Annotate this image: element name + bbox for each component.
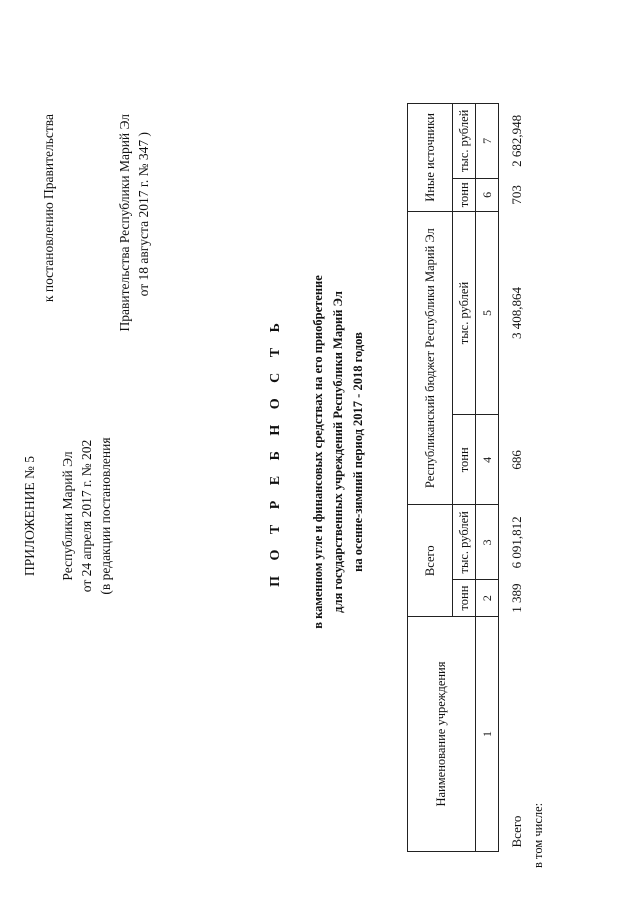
column-group-other: Иные источники (408, 104, 453, 212)
column-number: 5 (476, 211, 499, 414)
subtitle-line: в каменном угле и финансовых средствах на его приобретение (311, 275, 325, 629)
column-number: 7 (476, 104, 499, 179)
including-label: в том числе: (531, 802, 545, 868)
subtitle-line: для государственных учреждений Республики Марий Эл (331, 291, 345, 613)
column-header-rub: тыс. рублей (453, 505, 476, 580)
column-group-total: Всего (408, 505, 453, 617)
appendix-number: ПРИЛОЖЕНИЕ № 5 (22, 455, 37, 577)
appendix-line: к постановлению Правительства (41, 114, 56, 303)
column-header-tons: тонн (453, 415, 476, 505)
column-header-tons: тонн (453, 580, 476, 617)
appendix-block (20, 114, 153, 904)
appendix-line: (в редакции постановления (98, 437, 113, 595)
column-header-rub: тыс. рублей (453, 211, 476, 414)
subtitle-line: на осенне-зимний период 2017 - 2018 годов (351, 332, 365, 572)
column-header-rub: тыс. рублей (453, 104, 476, 179)
other-rub-cell: 2 682,948 (509, 114, 524, 167)
column-number: 1 (476, 617, 499, 852)
column-group-budget: Республиканский бюджет Республики Марий Эл (408, 211, 453, 505)
column-number: 3 (476, 505, 499, 580)
column-header-tons: тонн (453, 178, 476, 211)
other-tons-cell: 703 (509, 185, 524, 205)
appendix-line: Республики Марий Эл (60, 451, 75, 581)
appendix-line: от 24 апреля 2017 г. № 202 (79, 439, 94, 593)
table-row-total (499, 104, 536, 852)
column-number: 2 (476, 580, 499, 617)
document-title: П О Т Р Е Б Н О С Т Ь (268, 317, 283, 587)
requirements-table (407, 103, 535, 852)
column-number-row (476, 104, 499, 852)
appendix-line: Правительства Республики Марий Эл (117, 114, 132, 332)
budget-tons-cell: 686 (509, 450, 524, 470)
document-subtitle (308, 0, 368, 904)
table-header-row (408, 104, 453, 852)
budget-rub-cell: 3 408,864 (509, 287, 524, 340)
column-header-name: Наименование учреждения (408, 617, 476, 852)
appendix-line: от 18 августа 2017 г. № 347 ) (136, 132, 151, 297)
column-number: 6 (476, 178, 499, 211)
column-number: 4 (476, 415, 499, 505)
total-rub-cell: 6 091,812 (509, 516, 524, 569)
total-row-label: Всего (509, 815, 524, 848)
total-tons-cell: 1 389 (509, 583, 524, 613)
